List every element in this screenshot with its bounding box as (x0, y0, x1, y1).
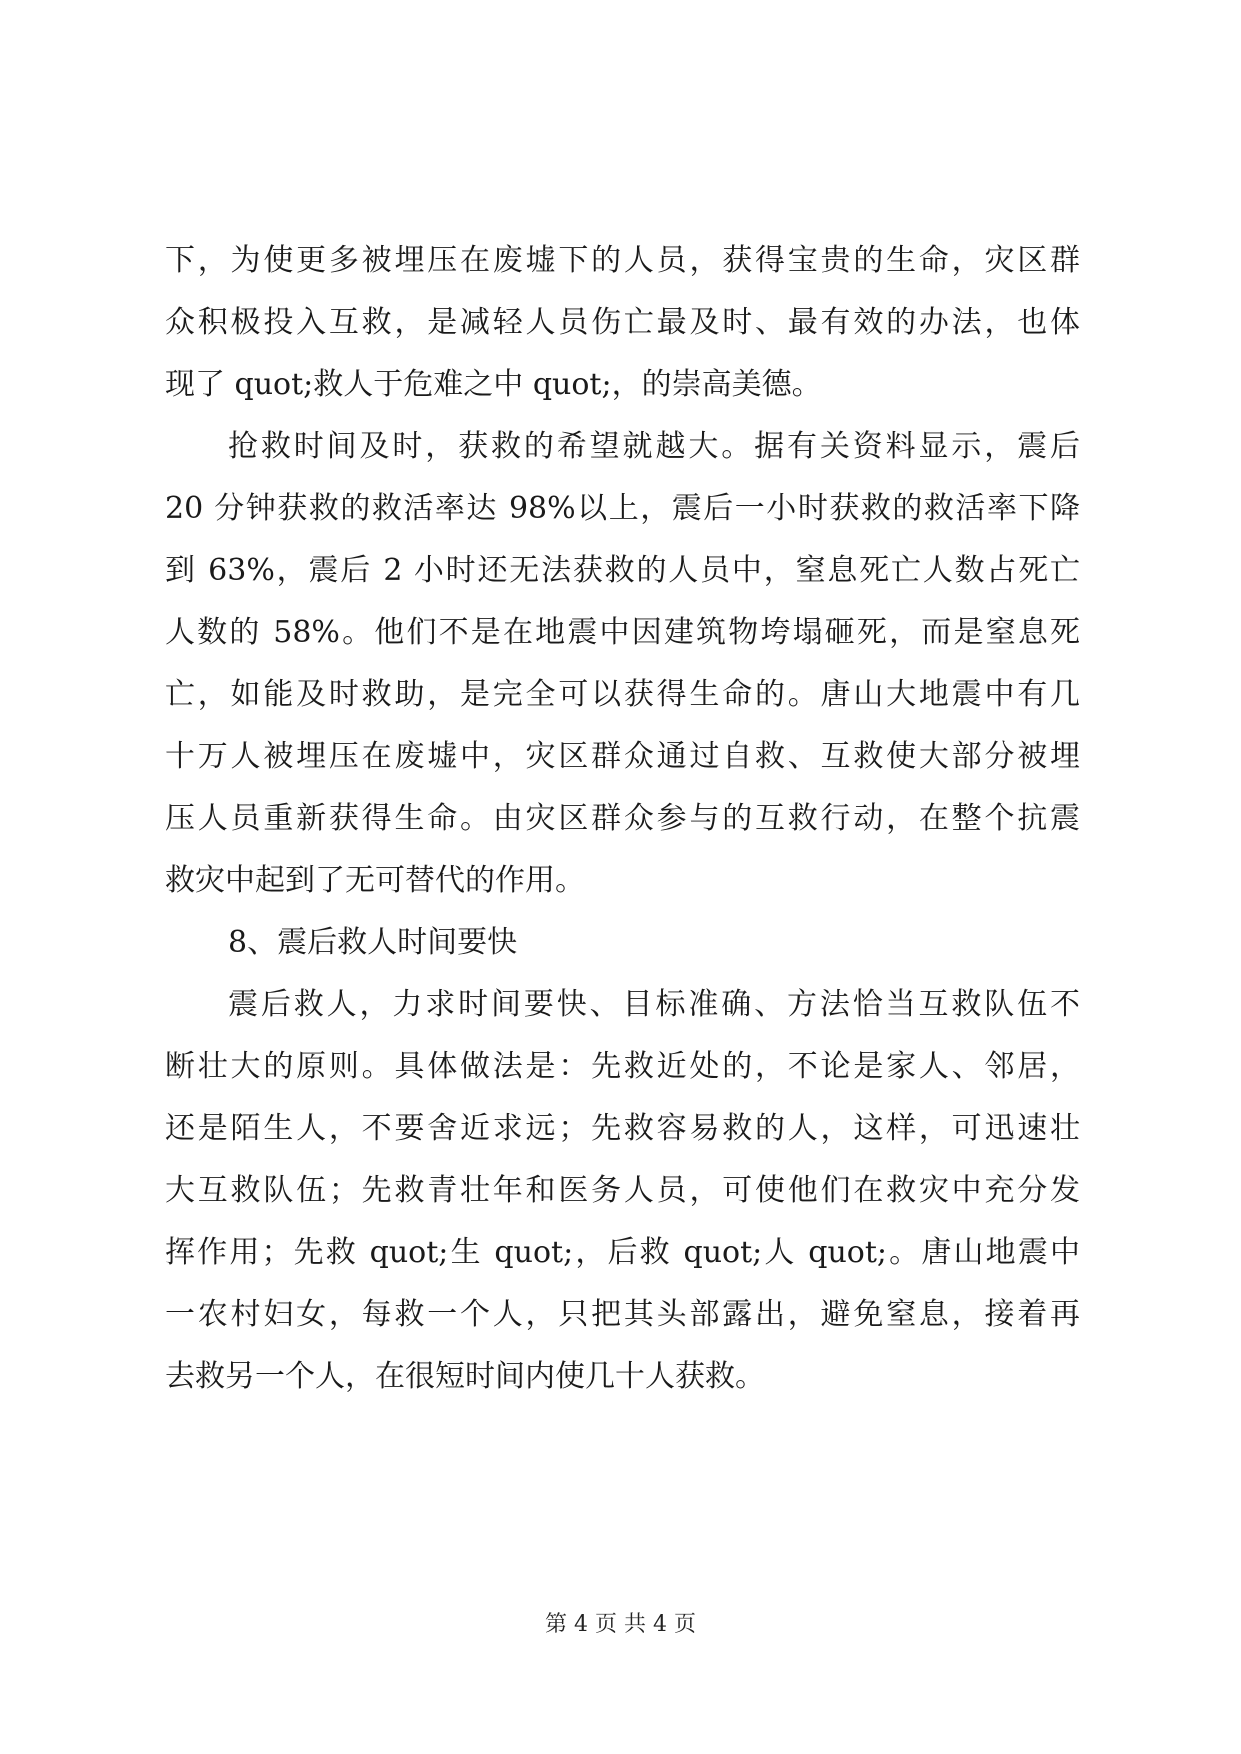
paragraph-4 (165, 974, 1080, 1408)
page-number-footer: 第 4 页 共 4 页 (545, 1612, 696, 1637)
text-line: 现了 quot;救人于危难之中 quot;，的崇高美德。 (165, 367, 822, 402)
text-line: 抢救时间及时，获救的希望就越大。据有关资料显示，震后 (228, 429, 1080, 464)
text-line: 还是陌生人，不要舍近求远；先救容易救的人，这样，可迅速壮 (165, 1111, 1080, 1146)
paragraph-2 (165, 416, 1080, 912)
text-line: 一农村妇女，每救一个人，只把其头部露出，避免窒息，接着再 (165, 1297, 1080, 1332)
text-line: 亡，如能及时救助，是完全可以获得生命的。唐山大地震中有几 (165, 677, 1080, 712)
document-body (165, 230, 1080, 1408)
text-line: 震后救人，力求时间要快、目标准确、方法恰当互救队伍不 (228, 987, 1080, 1022)
text-line: 去救另一个人，在很短时间内使几十人获救。 (165, 1359, 765, 1394)
text-line: 众积极投入互救，是减轻人员伤亡最及时、最有效的办法，也体 (165, 305, 1080, 340)
text-line: 挥作用；先救 quot;生 quot;，后救 quot;人 quot;。唐山地震中 (165, 1235, 1080, 1270)
text-line: 人数的 58%。他们不是在地震中因建筑物垮塌砸死，而是窒息死 (165, 615, 1080, 650)
text-line: 十万人被埋压在废墟中，灾区群众通过自救、互救使大部分被埋 (165, 739, 1080, 774)
paragraph-1 (165, 230, 1080, 416)
text-line: 断壮大的原则。具体做法是：先救近处的，不论是家人、邻居， (165, 1049, 1080, 1084)
text-line: 20 分钟获救的救活率达 98%以上，震后一小时获救的救活率下降 (165, 491, 1080, 526)
text-line: 压人员重新获得生命。由灾区群众参与的互救行动，在整个抗震 (165, 801, 1080, 836)
section-heading: 8、震后救人时间要快 (228, 925, 518, 960)
text-line: 到 63%，震后 2 小时还无法获救的人员中，窒息死亡人数占死亡 (165, 553, 1080, 588)
paragraph-3-heading (165, 912, 1080, 974)
text-line: 大互救队伍；先救青壮年和医务人员，可使他们在救灾中充分发 (165, 1173, 1080, 1208)
text-line: 救灾中起到了无可替代的作用。 (165, 863, 585, 898)
text-line: 下，为使更多被埋压在废墟下的人员，获得宝贵的生命，灾区群 (165, 243, 1080, 278)
